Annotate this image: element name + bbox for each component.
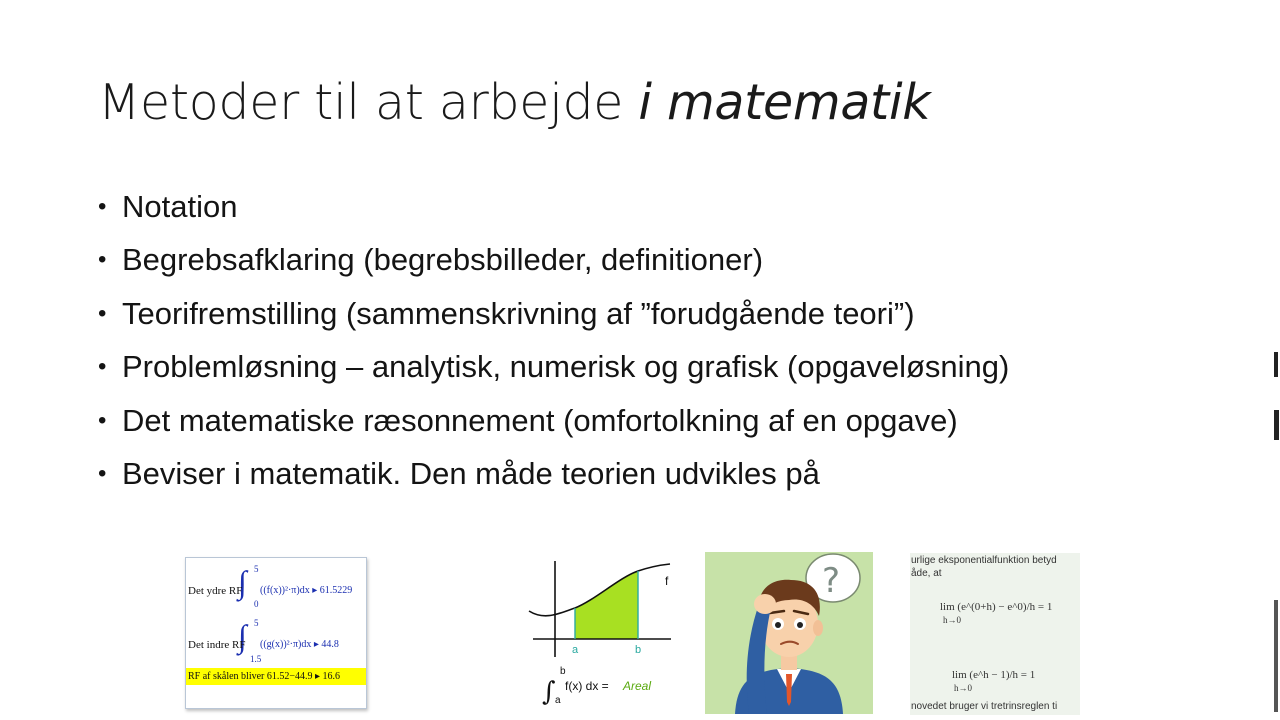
integral-sign-icon: ∫ (238, 618, 247, 654)
lower-limit: 1.5 (250, 654, 262, 664)
upper-limit: 5 (254, 618, 259, 628)
integral-formula: f(x) dx = (565, 679, 609, 693)
title-main: Metoder til at arbejde (98, 74, 639, 131)
formula-lower: a (555, 695, 561, 706)
excerpt-line: novedet bruger vi tretrinsreglen ti (911, 701, 1058, 712)
lower-limit: 0 (254, 599, 259, 609)
edge-artifact (1274, 600, 1278, 712)
area-word: Areal (623, 679, 652, 693)
inner-volume-expression: ((g(x))²·π)dx ▸ 44.8 (260, 639, 339, 650)
thinking-man-image (705, 552, 873, 714)
limit-equation: lim (e^h − 1)/h = 1 (952, 669, 1036, 681)
integral-sign-icon: ∫ (542, 677, 556, 707)
integral-sign-icon: ∫ (238, 564, 247, 600)
volume-calculation-image (185, 557, 367, 709)
bullet-item: • Begrebsafklaring (begrebsbilleder, definitioner) (98, 236, 1009, 289)
upper-bound-label: b (635, 644, 642, 656)
result-highlight: RF af skålen bliver 61.52−44.9 ▸ 16.6 (186, 668, 367, 685)
area-under-curve-diagram (525, 555, 675, 710)
outer-volume-label: Det ydre RF (188, 585, 243, 597)
edge-artifact (1274, 352, 1278, 377)
bullet-item: • Beviser i matematik. Den måde teorien udvikles på (98, 450, 1009, 503)
title-italic: i matematik (638, 74, 931, 131)
upper-limit: 5 (254, 564, 259, 574)
question-mark: ? (822, 561, 841, 601)
limit-subscript: h→0 (954, 683, 972, 693)
lower-bound-label: a (572, 644, 579, 656)
confused-man-illustration (705, 552, 873, 714)
limit-equation: lim (e^(0+h) − e^0)/h = 1 (940, 601, 1053, 613)
excerpt-line: urlige eksponentialfunktion betyd (911, 555, 1057, 566)
formula-upper: b (560, 666, 566, 677)
bullet-item: • Problemløsning – analytisk, numerisk og grafisk (opgaveløsning) (98, 343, 1009, 396)
slide-title (98, 74, 930, 131)
outer-volume-expression: ((f(x))²·π)dx ▸ 61.5229 (260, 585, 353, 596)
bullet-item: • Notation (98, 183, 1009, 236)
bullet-item: • Det matematiske ræsonnement (omfortolkning af en opgave) (98, 397, 1009, 450)
integral-area-image (525, 555, 675, 710)
excerpt-line: åde, at (911, 568, 942, 579)
edge-artifact (1274, 410, 1279, 440)
curve-label: f (665, 574, 669, 588)
exponential-limit-image (910, 553, 1080, 715)
inner-volume-label: Det indre RF (188, 639, 246, 651)
bullet-list (98, 183, 1009, 503)
bullet-item: • Teorifremstilling (sammenskrivning af ”forudgående teori”) (98, 290, 1009, 343)
limit-subscript: h→0 (943, 615, 961, 625)
